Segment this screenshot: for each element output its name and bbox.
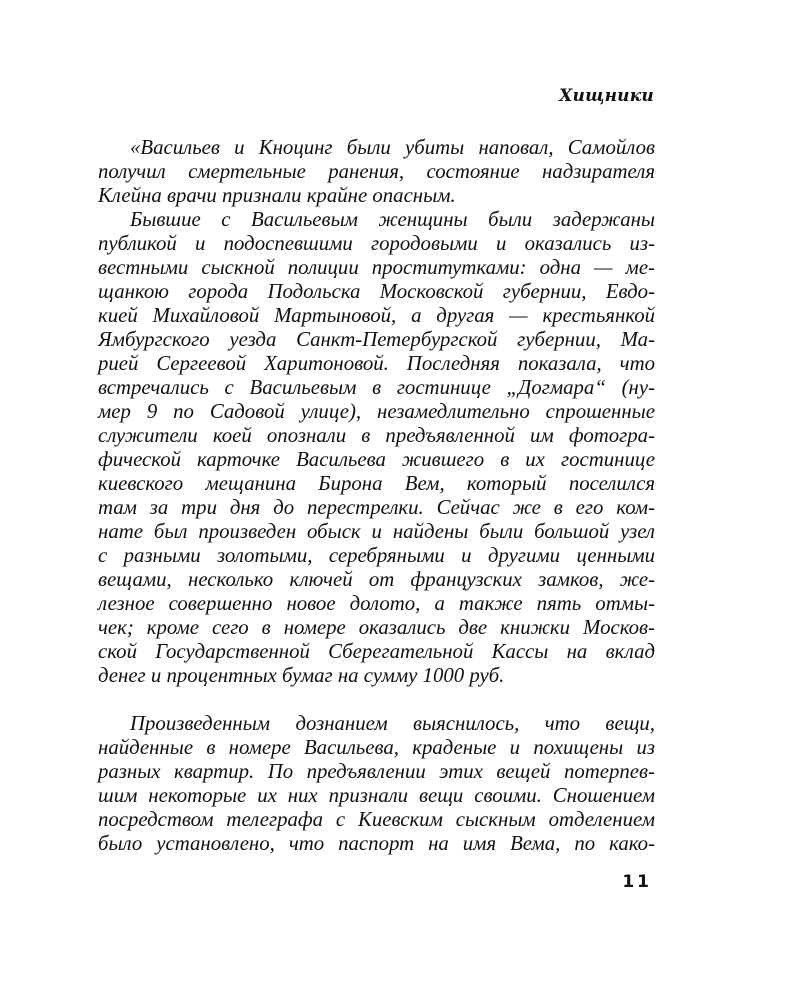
text-line: получил смертельные ранения, состояние надзирателя [98,160,655,183]
text-line: служители коей опознали в предъявленной им фотогра- [98,424,655,447]
paragraph-3 [98,712,655,856]
paragraph-gap [98,688,655,712]
text-line: денег и процентных бумаг на сумму 1000 руб. [98,664,505,687]
text-line: с разными золотыми, серебряными и другими ценными [98,544,655,567]
text-line: рией Сергеевой Харитоновой. Последняя показала, что [98,352,655,375]
text-line: Клейна врачи признали крайне опасным. [98,184,456,207]
text-line: чек; кроме сего в номере оказались две книжки Москов- [98,616,655,639]
text-line: там за три дня до перестрелки. Сейчас же в его ком- [98,496,655,519]
text-line: кией Михайловой Мартыновой, а другая — крестьянкой [98,304,655,327]
text-line: вещами, несколько ключей от французских замков, же- [98,568,655,591]
text-line: киевского мещанина Бирона Вем, который поселился [98,472,655,495]
body-text [98,136,655,856]
text-line: щанкою города Подольска Московской губернии, Евдо- [98,280,655,303]
text-line: встречались с Васильевым в гостинице „Догмара“ (ну- [98,376,655,399]
text-line: Произведенным дознанием выяснилось, что вещи, [130,712,655,735]
text-line: публикой и подоспевшими городовыми и оказались из- [98,232,655,255]
paragraph-1 [98,136,655,208]
text-line: найденные в номере Васильева, краденые и похищены из [98,736,655,759]
text-line: посредством телеграфа с Киевским сыскным отделением [98,808,655,831]
text-line: нате был произведен обыск и найдены были большой узел [98,520,655,543]
text-line: было установлено, что паспорт на имя Вема, по како- [98,832,655,855]
text-line: Ямбургского уезда Санкт-Петербургской губернии, Ма- [98,328,655,351]
page-number: 11 [622,872,652,892]
paragraph-2 [98,208,655,688]
text-line: Бывшие с Васильевым женщины были задержаны [130,208,655,231]
text-line: разных квартир. По предъявлении этих вещей потерпев- [98,760,655,783]
text-line: лезное совершенно новое долото, а также пять отмы- [98,592,655,615]
text-line: шим некоторые их них признали вещи своими. Сношением [98,784,655,807]
running-head-title: Хищники [559,86,654,106]
text-line: мер 9 по Садовой улице), незамедлительно спрошенные [98,400,655,423]
text-line: вестными сыскной полиции проститутками: одна — ме- [98,256,655,279]
text-line: ской Государственной Сберегательной Кассы на вклад [98,640,655,663]
text-line: фической карточке Васильева жившего в их гостинице [98,448,655,471]
text-line: «Васильев и Кноцинг были убиты наповал, Самойлов [130,136,655,159]
